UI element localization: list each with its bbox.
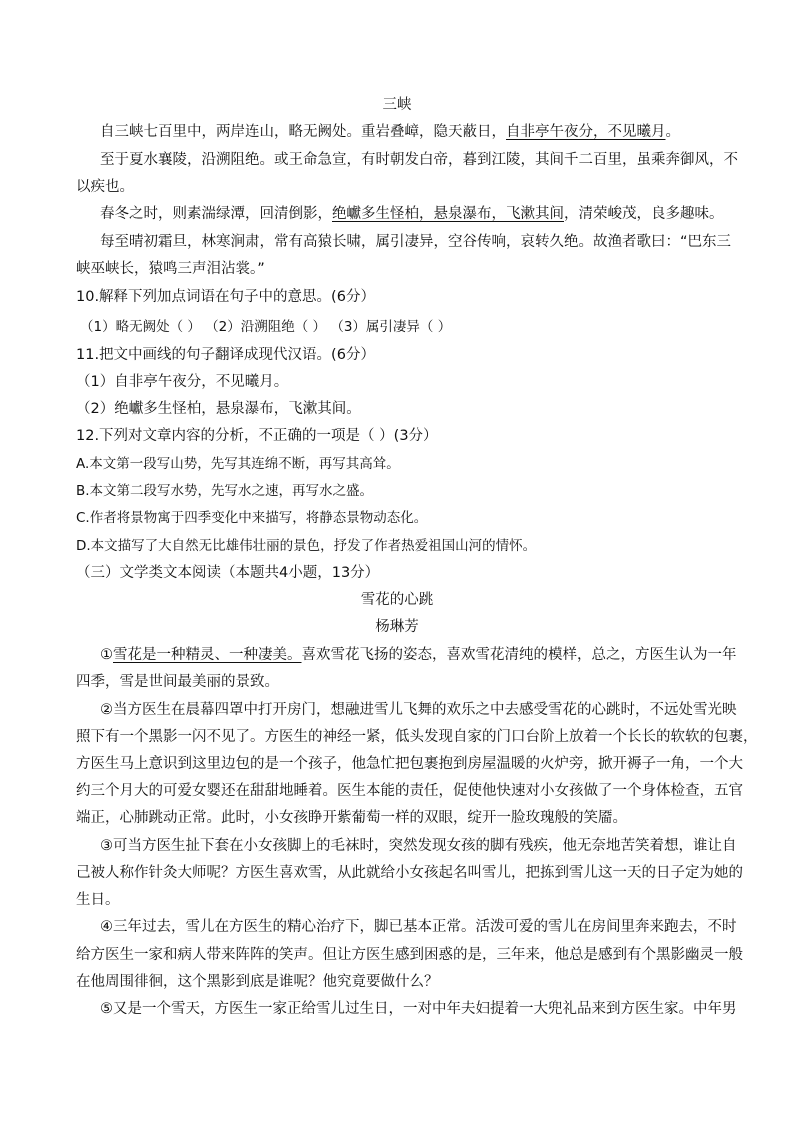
question-10: 10.解释下列加点词语在句子中的意思。(6分） xyxy=(76,289,375,305)
story-title: 雪花的心跳 xyxy=(360,592,434,608)
poem-paragraph-1 xyxy=(100,122,680,142)
poem-p1-text: 自三峡七百里中，两岸连山，略无阙处。重岩叠嶂，隐天蔽日， xyxy=(100,124,506,140)
question-12-option-a: A.本文第一段写山势，先写其连绵不断，再写其高耸。 xyxy=(76,456,400,472)
story-paragraph-3-line-3: 生日。 xyxy=(76,892,120,908)
poem-paragraph-3 xyxy=(100,204,724,224)
poem-p3-underlined: 绝巘多生怪柏，悬泉瀑布，飞漱其间 xyxy=(332,206,564,222)
story-paragraph-1-line-2: 四季，雪是世间最美丽的景致。 xyxy=(76,674,279,690)
poem-paragraph-2-line-1: 至于夏水襄陵，沿溯阻绝。或王命急宣，有时朝发白帝，暮到江陵，其间千二百里，虽乘奔御风，不 xyxy=(100,152,738,168)
story-author: 杨琳芳 xyxy=(375,619,419,635)
question-11-item-1: （1）自非亭午夜分，不见曦月。 xyxy=(76,374,289,390)
poem-paragraph-4-line-2: 峡巫峡长，猿鸣三声泪沾裳。” xyxy=(76,261,265,277)
story-p1-text: 喜欢雪花飞扬的姿态，喜欢雪花清纯的模样，总之，方医生认为一年 xyxy=(301,647,737,663)
story-paragraph-2-line-4: 约三个月大的可爱女婴还在甜甜地睡着。医生本能的责任，促使他快速对小女孩做了一个身体检查，五官 xyxy=(76,783,743,799)
question-12-option-c: C.作者将景物寓于四季变化中来描写，将静态景物动态化。 xyxy=(76,510,428,526)
question-11: 11.把文中画线的句子翻译成现代汉语。(6分） xyxy=(76,347,375,363)
story-paragraph-4-line-3: 在他周围徘徊，这个黑影到底是谁呢？他究竟要做什么？ xyxy=(76,974,439,990)
question-12: 12.下列对文章内容的分析，不正确的一项是（ ）(3分） xyxy=(76,428,438,444)
story-p1-underlined: 雪花是一种精灵、一种凄美。 xyxy=(113,647,302,663)
section-3-heading: （三）文学类文本阅读（本题共4小题，13分） xyxy=(76,565,380,581)
question-11-item-2: （2）绝巘多生怪柏，悬泉瀑布，飞漱其间。 xyxy=(76,401,361,417)
question-12-option-b: B.本文第二段写水势，先写水之速，再写水之盛。 xyxy=(76,483,374,499)
story-paragraph-3-line-1: ③可当方医生扯下套在小女孩脚上的毛袜时，突然发现女孩的脚有残疾，他无奈地苦笑着想，谁让自 xyxy=(100,838,737,854)
story-paragraph-5-line-1: ⑤又是一个雪天，方医生一家正给雪儿过生日，一对中年夫妇提着一大兜礼品来到方医生家。中年男 xyxy=(100,1001,737,1017)
story-paragraph-2-line-5: 端正，心肺跳动正常。此时，小女孩睁开紫葡萄一样的双眼，绽开一脸玫瑰般的笑靥。 xyxy=(76,810,627,826)
story-paragraph-2-line-1: ②当方医生在晨幕四罩中打开房门，想融进雪儿飞舞的欢乐之中去感受雪花的心跳时，不远处雪光映 xyxy=(100,702,737,718)
story-paragraph-2-line-2: 照下有一个黑影一闪不见了。方医生的神经一紧，低头发现自家的门口台阶上放着一个长长的软软的包裹， xyxy=(76,729,758,745)
poem-p3-end: ，清荣峻茂，良多趣味。 xyxy=(564,206,724,222)
story-paragraph-3-line-2: 己被人称作针灸大师呢？方医生喜欢雪，从此就给小女孩起名叫雪儿，把拣到雪儿这一天的日子定为她的 xyxy=(76,865,743,881)
story-paragraph-2-line-3: 方医生马上意识到这里边包的是一个孩子，他急忙把包裹抱到房屋温暖的火炉旁，掀开褥子一角，一个大 xyxy=(76,756,743,772)
poem-paragraph-2-line-2: 以疾也。 xyxy=(76,179,134,195)
question-10-items: （1）略无阙处（ ） （2）沿溯阻绝（ ） （3）属引凄异（ ） xyxy=(80,319,452,335)
story-p1-number: ① xyxy=(100,647,113,663)
story-paragraph-4-line-1: ④三年过去，雪儿在方医生的精心治疗下，脚已基本正常。活泼可爱的雪儿在房间里奔来跑去，不时 xyxy=(100,919,737,935)
story-paragraph-1-line-1 xyxy=(100,645,737,665)
poem-p1-end: 。 xyxy=(665,124,680,140)
poem-paragraph-4-line-1: 每至晴初霜旦，林寒涧肃，常有高猿长啸，属引凄异，空谷传响，哀转久绝。故渔者歌曰：“巴东三 xyxy=(100,234,732,250)
story-paragraph-4-line-2: 给方医生一家和病人带来阵阵的笑声。但让方医生感到困惑的是，三年来，他总是感到有个黑影幽灵一般 xyxy=(76,947,743,963)
poem-p3-text: 春冬之时，则素湍绿潭，回清倒影， xyxy=(100,206,332,222)
poem-p1-underlined: 自非亭午夜分，不见曦月 xyxy=(506,124,666,140)
question-12-option-d: D.本文描写了大自然无比雄伟壮丽的景色，抒发了作者热爱祖国山河的情怀。 xyxy=(76,538,537,554)
poem-title: 三峡 xyxy=(382,97,412,113)
